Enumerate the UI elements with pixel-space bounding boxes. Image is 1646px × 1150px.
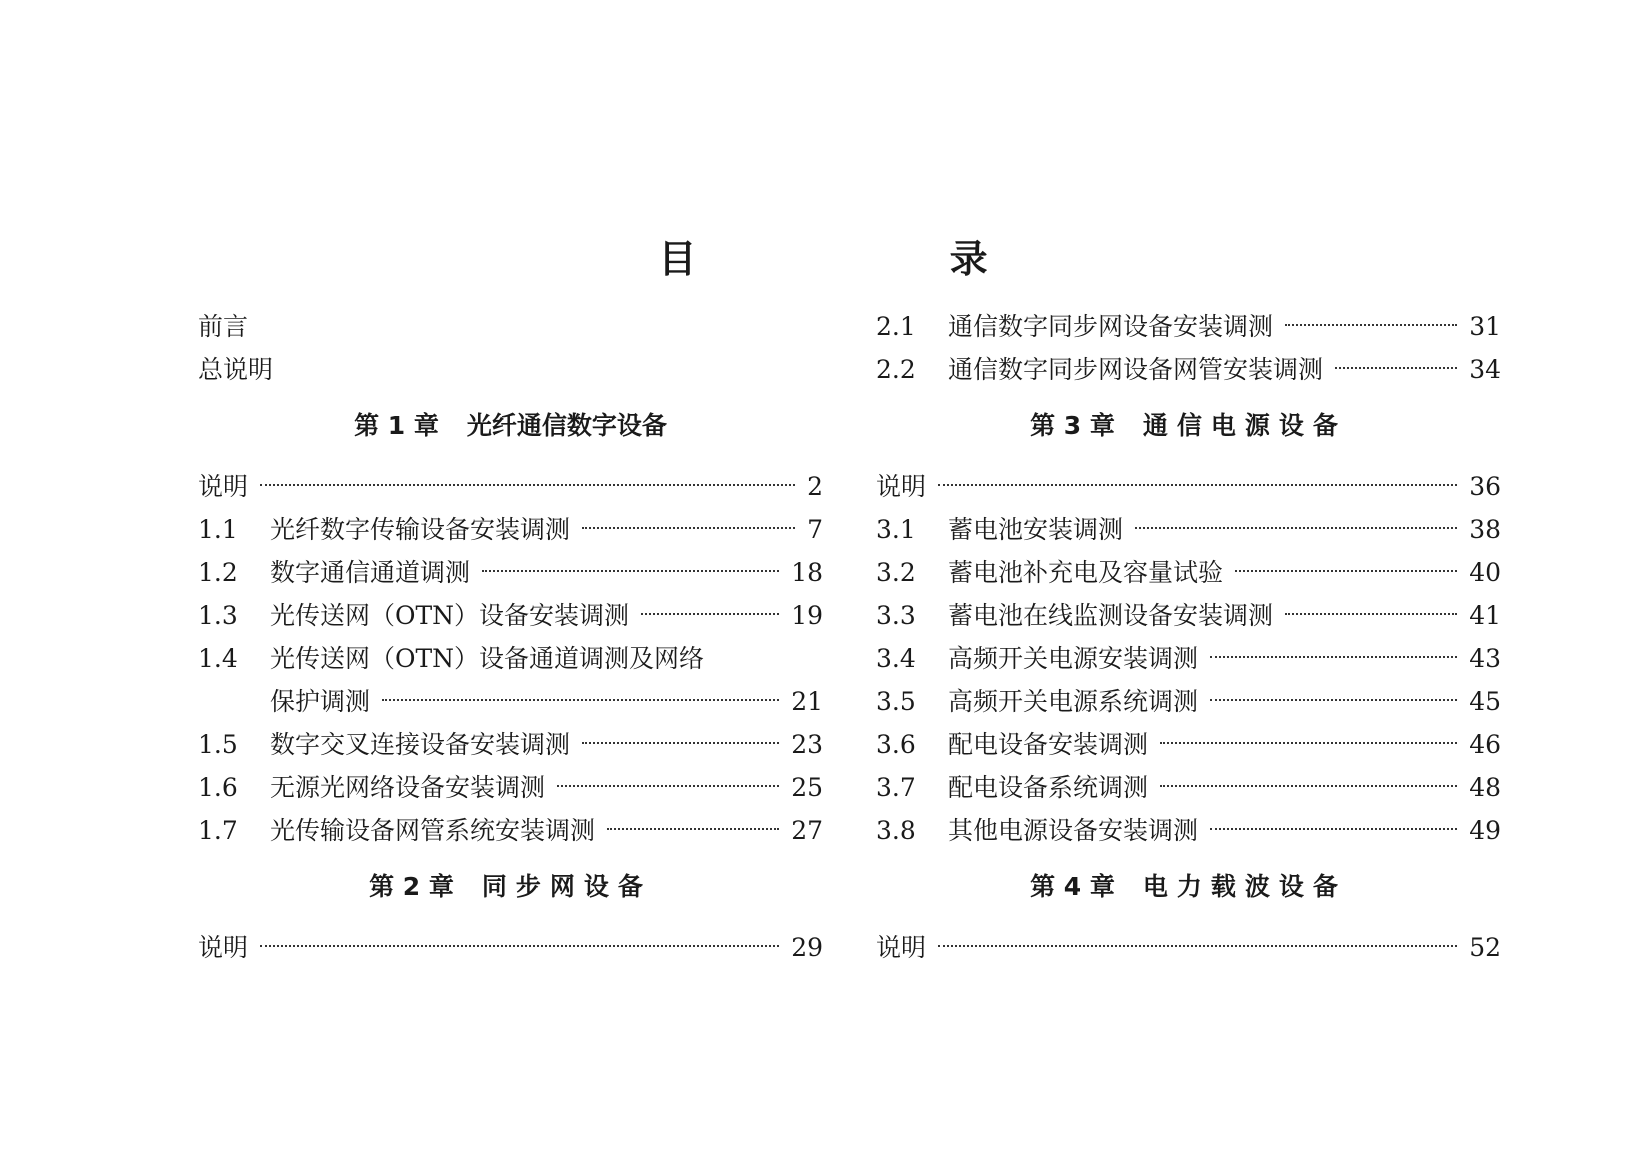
section-number: 3.1 (876, 515, 916, 544)
page-number: 19 (791, 601, 823, 630)
toc-entry[interactable] (198, 465, 823, 508)
entry-title: 光传送网（OTN）设备通道调测及网络 (270, 644, 705, 673)
page-number: 2 (807, 472, 823, 501)
toc-entry[interactable] (876, 723, 1501, 766)
chapter-1-heading[interactable] (198, 401, 823, 451)
toc-entry[interactable] (876, 305, 1501, 348)
section-number: 2.1 (876, 312, 916, 341)
dot-leader (1210, 828, 1457, 830)
dot-leader (260, 484, 795, 486)
page-number: 23 (791, 730, 823, 759)
toc-entry[interactable] (198, 594, 823, 637)
toc-entry-general-notes[interactable]: 总说明 (198, 355, 274, 384)
dot-leader (607, 828, 779, 830)
page-title: 目 录 (658, 237, 1108, 281)
section-number: 3.6 (876, 730, 916, 759)
section-number: 1.3 (198, 601, 238, 630)
toc-left-column (198, 305, 823, 969)
entry-title: 通信数字同步网设备安装调测 (948, 312, 1274, 341)
chapter-3-heading[interactable] (876, 401, 1501, 451)
toc-entry[interactable] (876, 508, 1501, 551)
toc-entry[interactable] (876, 926, 1501, 969)
section-number: 3.3 (876, 601, 916, 630)
chapter-number: 第 2 章 (369, 872, 454, 901)
page-number: 27 (791, 816, 823, 845)
chapter-title: 同步网设备 (481, 872, 652, 901)
toc-entry[interactable] (198, 637, 823, 680)
page-number: 49 (1469, 816, 1501, 845)
entry-title: 数字通信通道调测 (270, 558, 471, 587)
toc-entry-continuation[interactable] (198, 680, 823, 723)
dot-leader (482, 570, 779, 572)
toc-entry[interactable] (876, 766, 1501, 809)
chapter-title: 光纤通信数字设备 (466, 411, 667, 440)
toc-right-column (876, 305, 1501, 969)
chapter-title: 电力载波设备 (1142, 872, 1347, 901)
page-number: 45 (1469, 687, 1501, 716)
dot-leader (938, 484, 1457, 486)
page-number: 41 (1469, 601, 1501, 630)
dot-leader (1235, 570, 1457, 572)
chapter-2-heading[interactable] (198, 862, 823, 912)
toc-entry[interactable] (198, 926, 823, 969)
toc-entry-preface[interactable]: 前言 (198, 312, 249, 341)
toc-entry[interactable] (876, 465, 1501, 508)
toc-entry[interactable] (876, 809, 1501, 852)
toc-entry[interactable] (198, 508, 823, 551)
toc-entry[interactable] (876, 680, 1501, 723)
page-number: 43 (1469, 644, 1501, 673)
page-number: 7 (807, 515, 823, 544)
chapter-title: 通信电源设备 (1142, 411, 1347, 440)
page-number: 46 (1469, 730, 1501, 759)
dot-leader (557, 785, 779, 787)
entry-title: 说明 (876, 472, 927, 501)
dot-leader (582, 742, 779, 744)
page-number: 40 (1469, 558, 1501, 587)
toc-entry[interactable] (198, 723, 823, 766)
toc-entry[interactable] (876, 637, 1501, 680)
section-number: 1.5 (198, 730, 238, 759)
entry-title: 保护调测 (270, 687, 371, 716)
dot-leader (1285, 613, 1457, 615)
entry-title: 说明 (198, 933, 249, 962)
page-number: 34 (1469, 355, 1501, 384)
section-number: 3.8 (876, 816, 916, 845)
section-number: 1.2 (198, 558, 238, 587)
dot-leader (1160, 742, 1457, 744)
section-number: 1.6 (198, 773, 238, 802)
section-number: 3.5 (876, 687, 916, 716)
section-number: 2.2 (876, 355, 916, 384)
section-number: 3.2 (876, 558, 916, 587)
entry-title: 光纤数字传输设备安装调测 (270, 515, 571, 544)
entry-title: 配电设备安装调测 (948, 730, 1149, 759)
toc-entry[interactable] (876, 594, 1501, 637)
dot-leader (938, 945, 1457, 947)
section-number: 1.4 (198, 644, 238, 673)
entry-title: 说明 (198, 472, 249, 501)
dot-leader (1210, 699, 1457, 701)
toc-entry[interactable] (198, 766, 823, 809)
entry-title: 光传输设备网管系统安装调测 (270, 816, 596, 845)
entry-title: 高频开关电源系统调测 (948, 687, 1199, 716)
dot-leader (1160, 785, 1457, 787)
dot-leader (382, 699, 779, 701)
dot-leader (1285, 324, 1457, 326)
page-number: 38 (1469, 515, 1501, 544)
entry-title: 蓄电池在线监测设备安装调测 (948, 601, 1274, 630)
chapter-number: 第 4 章 (1030, 872, 1115, 901)
toc-entry[interactable] (876, 348, 1501, 391)
dot-leader (1335, 367, 1457, 369)
dot-leader (260, 945, 779, 947)
entry-title: 数字交叉连接设备安装调测 (270, 730, 571, 759)
section-number: 3.4 (876, 644, 916, 673)
page-number: 48 (1469, 773, 1501, 802)
section-number: 1.1 (198, 515, 238, 544)
chapter-number: 第 1 章 (354, 411, 439, 440)
dot-leader (1135, 527, 1457, 529)
dot-leader (1210, 656, 1457, 658)
toc-entry[interactable] (198, 809, 823, 852)
entry-title: 高频开关电源安装调测 (948, 644, 1199, 673)
entry-title: 无源光网络设备安装调测 (270, 773, 546, 802)
entry-title: 蓄电池补充电及容量试验 (948, 558, 1224, 587)
chapter-4-heading[interactable] (876, 862, 1501, 912)
section-number: 1.7 (198, 816, 238, 845)
entry-title: 通信数字同步网设备网管安装调测 (948, 355, 1324, 384)
toc-entry[interactable] (876, 551, 1501, 594)
page-number: 29 (791, 933, 823, 962)
entry-title: 蓄电池安装调测 (948, 515, 1124, 544)
chapter-number: 第 3 章 (1030, 411, 1115, 440)
page-number: 21 (791, 687, 823, 716)
page-number: 18 (791, 558, 823, 587)
entry-title: 光传送网（OTN）设备安装调测 (270, 601, 630, 630)
entry-title: 其他电源设备安装调测 (948, 816, 1199, 845)
toc-entry[interactable] (198, 551, 823, 594)
page-number: 36 (1469, 472, 1501, 501)
entry-title: 配电设备系统调测 (948, 773, 1149, 802)
dot-leader (641, 613, 779, 615)
page-number: 31 (1469, 312, 1501, 341)
entry-title: 说明 (876, 933, 927, 962)
page-number: 25 (791, 773, 823, 802)
dot-leader (582, 527, 795, 529)
section-number: 3.7 (876, 773, 916, 802)
page-number: 52 (1469, 933, 1501, 962)
